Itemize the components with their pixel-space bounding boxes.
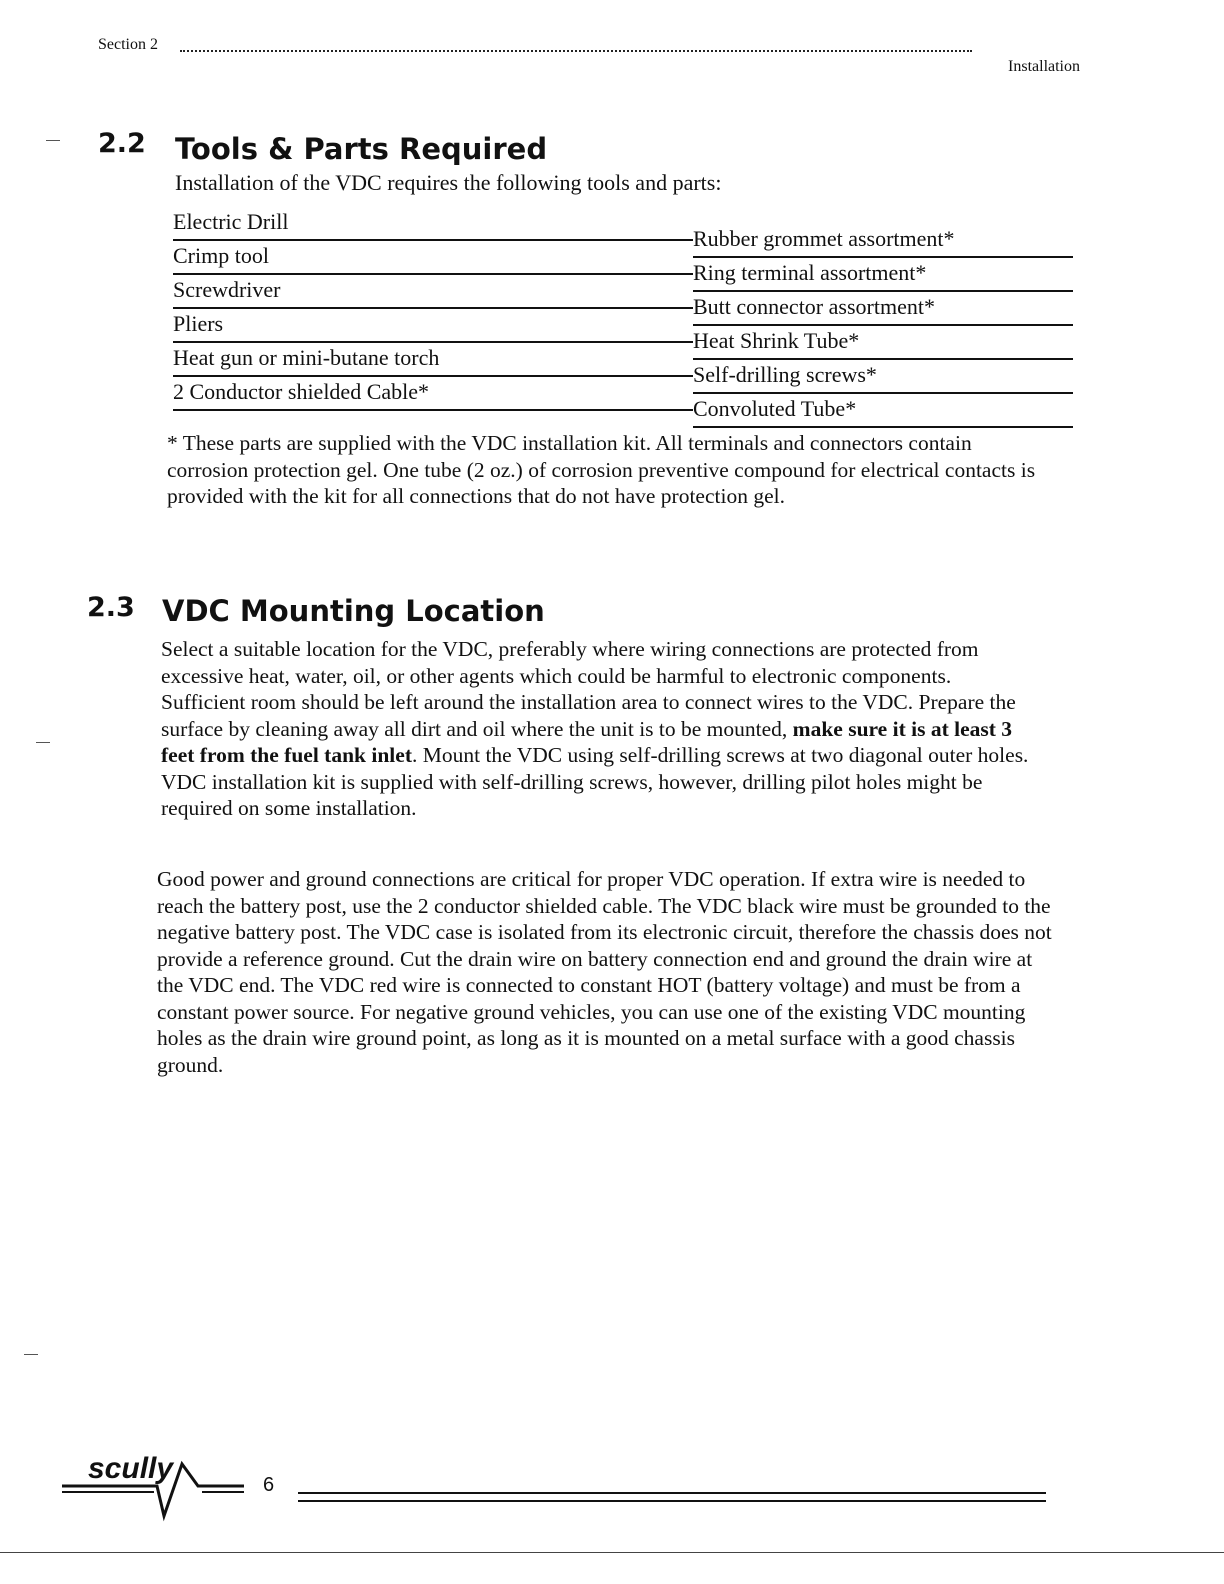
scully-logo [62, 1448, 252, 1533]
scan-edge-line [0, 1552, 1224, 1553]
list-item: 2 Conductor shielded Cable* [173, 378, 693, 411]
paragraph-text: Select a suitable location for the VDC, preferably where wiring connections are protected from excessive heat, water, oil, or other agents which could be harmful to electronic components. Sufficient room should be left around the installation area to connect wires to the VDC. Prepare the surface by cleaning away all dirt and oil where the unit is to be mounted, [161, 637, 1016, 741]
mounting-paragraph-1 [161, 636, 1031, 822]
section-title: Tools & Parts Required [175, 132, 548, 166]
logo-wordmark: scully [88, 1452, 174, 1485]
list-item: Convoluted Tube* [693, 395, 1073, 428]
list-item: Heat Shrink Tube* [693, 327, 1073, 360]
list-item: Pliers [173, 310, 693, 343]
list-item: Heat gun or mini-butane torch [173, 344, 693, 377]
paragraph-text: . Mount the VDC using self-drilling screws at two diagonal outer holes. VDC installation kit is supplied with self-drilling screws, however, drilling pilot holes might be required on some installation. [161, 743, 1029, 820]
list-item: Butt connector assortment* [693, 293, 1073, 326]
header-section: Section 2 [98, 36, 158, 53]
margin-mark [36, 742, 50, 743]
list-item: Rubber grommet assortment* [693, 225, 1073, 258]
list-item: Ring terminal assortment* [693, 259, 1073, 292]
list-item: Electric Drill [173, 208, 693, 241]
section-title: VDC Mounting Location [162, 594, 545, 628]
supplied-parts-note: * These parts are supplied with the VDC installation kit. All terminals and connectors contain corrosion protection gel. One tube (2 oz.) of corrosion preventive compound for electrical contacts is provided with the kit for all connections that do not have protection gel. [167, 431, 1036, 508]
section-number: 2.2 [98, 128, 146, 159]
mounting-paragraph-2: Good power and ground connections are critical for proper VDC operation. If extra wire is needed to reach the battery post, use the 2 conductor shielded cable. The VDC black wire must be grounded to the negative battery post. The VDC case is isolated from its electronic circuit, therefore the chassis does not provide a reference ground. Cut the drain wire on battery connection end and ground the drain wire at the VDC end. The VDC red wire is connected to constant HOT (battery voltage) and must be from a constant power source. For negative ground vehicles, you can use one of the existing VDC mounting holes as the drain wire ground point, as long as it is mounted on a metal surface with a good chassis ground. [157, 867, 1052, 1077]
section-intro: Installation of the VDC requires the following tools and parts: [175, 170, 722, 195]
list-item: Self-drilling screws* [693, 361, 1073, 394]
margin-mark [46, 140, 60, 141]
margin-mark [24, 1354, 38, 1355]
list-item: Screwdriver [173, 276, 693, 309]
header-chapter: Installation [1008, 58, 1080, 75]
header-leader-dots [180, 50, 972, 52]
footer-rule [298, 1492, 1046, 1502]
list-item: Crimp tool [173, 242, 693, 275]
page-number: 6 [263, 1474, 275, 1496]
section-number: 2.3 [87, 592, 135, 623]
fuel-tank-warning: make sure it is at least 3 feet from the fuel tank inlet [161, 716, 1013, 767]
